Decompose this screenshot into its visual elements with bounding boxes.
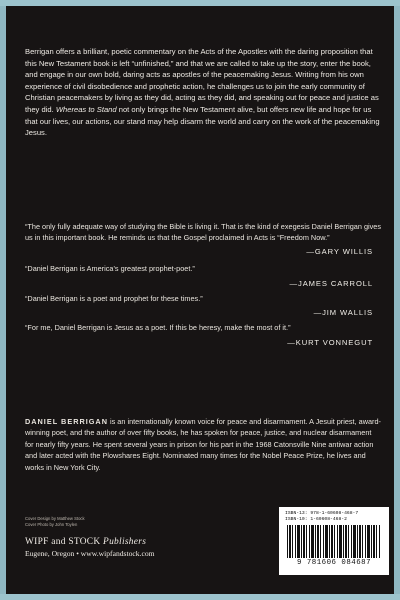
author-bio (25, 416, 381, 473)
isbn-lines (279, 507, 389, 524)
barcode-icon (287, 525, 381, 558)
cover-photo-credit: Cover Photo by John Toylen (25, 522, 78, 528)
endorsement-text: “Daniel Berrigan is a poet and prophet for these times.” (25, 293, 203, 303)
barcode-label (279, 507, 389, 575)
cover-design-credit: Cover Design by Matthew Stock (25, 516, 85, 521)
blurb-part-1: Berrigan offers a brilliant, poetic commentary on the Acts of the Apostles with the daring proposition that this New Testament book is left “unfinished,” and that we are called to take up the story, enter the book, and engage in our own bold, daring acts as apostles of the peacemaking Jesus. Writing from his own experience of civil disobedience and prophetic action, he challenges us to join the early community of Christian peacemakers by living as they did, acting as they did, and speaking out for peace and justice as they did. (25, 47, 379, 114)
endorsement (25, 294, 381, 318)
author-bio-text: is an internationally known voice for peace and disarmament. A Jesuit priest, award-winning poet, and the author of over fifty books, he has spoken for peace, justice, and nuclear disarmament for nearly fifty years. He spent several years in prison for his part in the 1968 Catonsville Nine antiwar action and later acted with the Plowshares Eight. Nominated many times for the Nobel Peace Prize, he lives and works in New York City. (25, 417, 381, 472)
endorsement-text: “The only fully adequate way of studying the Bible is living it. That is the kind of exegesis Daniel Berrigan gives us in this important book. He reminds us that the Gospel proclaimed in Acts is “Freedom Now.” (25, 222, 381, 242)
publisher-name-suffix: Publishers (103, 537, 147, 547)
cover-credits (25, 516, 165, 528)
cover-panel (6, 6, 394, 594)
endorsement (25, 264, 381, 288)
blurb-part-2: not only brings the New Testament alive, but offers new life and hope for us that our lives, our actions, our stand may help disarm the world and carry on the work of the peacemaking Jesus. (25, 104, 380, 138)
publisher-name-main: WIPF and STOCK (25, 537, 101, 547)
endorsement-text: “For me, Daniel Berrigan is Jesus as a poet. If this be heresy, make the most of it.” (25, 323, 291, 333)
endorsement-attribution: —JIM WALLIS (313, 308, 373, 318)
endorsement-attribution: —GARY WILLIS (306, 247, 373, 257)
publisher-name (25, 537, 185, 547)
isbn-13: ISBN-13: 978-1-60608-468-7 (285, 511, 359, 516)
author-name: DANIEL BERRIGAN (25, 417, 108, 426)
barcode-number: 9 781606 084687 (296, 559, 372, 567)
endorsement-attribution: —KURT VONNEGUT (287, 337, 373, 347)
blurb-book-title: Whereas to Stand (55, 104, 117, 114)
endorsement-attribution: —JAMES CARROLL (289, 278, 373, 288)
publisher-location: Eugene, Oregon • www.wipfandstock.com (25, 549, 155, 558)
bottom-border-band (0, 594, 400, 600)
endorsements (25, 222, 381, 353)
endorsement-text: “Daniel Berrigan is America’s greatest prophet-poet.” (25, 264, 195, 274)
publisher-block (25, 537, 185, 558)
endorsement (25, 323, 381, 347)
endorsement (25, 222, 381, 256)
isbn-10: ISBN-10: 1-60608-468-2 (285, 517, 347, 523)
book-blurb (25, 46, 381, 139)
